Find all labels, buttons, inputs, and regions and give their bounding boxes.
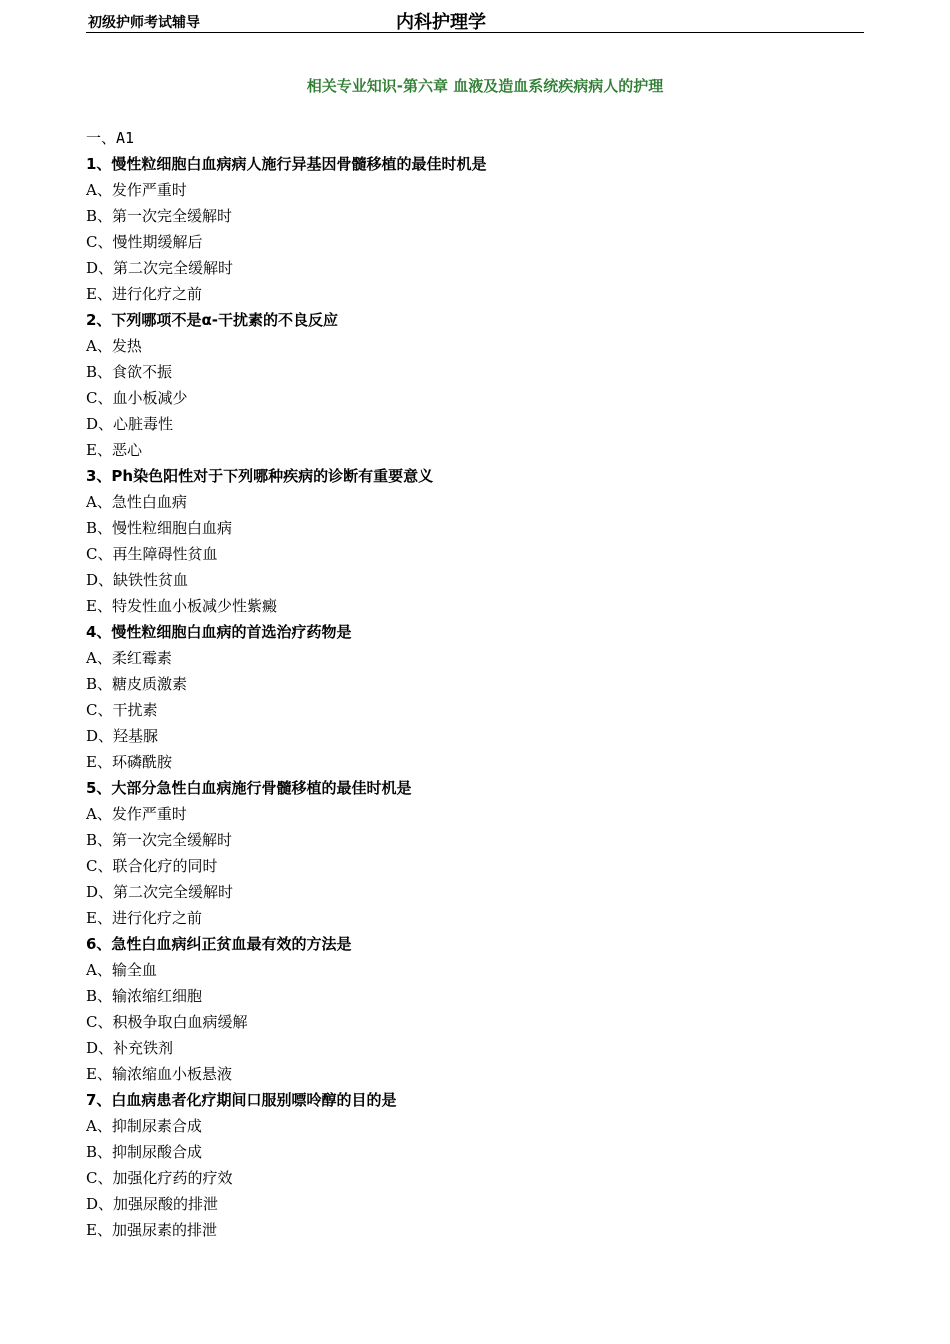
answer-option: C、加强化疗药的疗效 — [86, 1169, 233, 1187]
answer-option: E、加强尿素的排泄 — [86, 1221, 217, 1239]
answer-option: D、心脏毒性 — [86, 415, 174, 433]
answer-option: A、发作严重时 — [86, 181, 187, 199]
question-stem: 1、慢性粒细胞白血病病人施行异基因骨髓移植的最佳时机是 — [86, 155, 487, 173]
answer-option: A、发作严重时 — [86, 805, 187, 823]
answer-option: E、进行化疗之前 — [86, 285, 202, 303]
question-block — [86, 619, 886, 775]
answer-option: B、输浓缩红细胞 — [86, 987, 203, 1005]
answer-option: A、急性白血病 — [86, 493, 187, 511]
answer-option: D、第二次完全缓解时 — [86, 883, 234, 901]
question-block — [86, 775, 886, 931]
section-label: 一、A1 — [86, 129, 135, 147]
question-block — [86, 151, 886, 307]
answer-option: A、输全血 — [86, 961, 157, 979]
answer-option: B、第一次完全缓解时 — [86, 207, 233, 225]
question-stem: 3、Ph染色阳性对于下列哪种疾病的诊断有重要意义 — [86, 467, 434, 485]
question-block — [86, 307, 886, 463]
answer-option: B、糖皮质激素 — [86, 675, 188, 693]
page-header — [86, 8, 864, 33]
question-block — [86, 463, 886, 619]
answer-option: B、食欲不振 — [86, 363, 173, 381]
question-stem: 6、急性白血病纠正贫血最有效的方法是 — [86, 935, 352, 953]
question-block — [86, 931, 886, 1087]
answer-option: D、羟基脲 — [86, 727, 159, 745]
question-stem: 2、下列哪项不是α-干扰素的不良反应 — [86, 311, 338, 329]
question-list — [86, 125, 886, 1243]
answer-option: A、抑制尿素合成 — [86, 1117, 202, 1135]
answer-option: B、第一次完全缓解时 — [86, 831, 233, 849]
question-block — [86, 1087, 886, 1243]
answer-option: E、进行化疗之前 — [86, 909, 202, 927]
answer-option: E、特发性血小板减少性紫癜 — [86, 597, 277, 615]
answer-option: A、柔红霉素 — [86, 649, 172, 667]
answer-option: D、加强尿酸的排泄 — [86, 1195, 219, 1213]
answer-option: D、补充铁剂 — [86, 1039, 174, 1057]
questions-container — [86, 151, 886, 1243]
answer-option: D、第二次完全缓解时 — [86, 259, 234, 277]
question-stem: 4、慢性粒细胞白血病的首选治疗药物是 — [86, 623, 352, 641]
answer-option: E、恶心 — [86, 441, 142, 459]
answer-option: B、抑制尿酸合成 — [86, 1143, 203, 1161]
question-stem: 7、白血病患者化疗期间口服别嘌呤醇的目的是 — [86, 1091, 397, 1109]
answer-option: E、输浓缩血小板悬液 — [86, 1065, 232, 1083]
answer-option: C、再生障碍性贫血 — [86, 545, 218, 563]
answer-option: C、联合化疗的同时 — [86, 857, 218, 875]
answer-option: E、环磷酰胺 — [86, 753, 172, 771]
header-subject: 内科护理学 — [396, 12, 486, 33]
answer-option: C、干扰素 — [86, 701, 158, 719]
answer-option: C、慢性期缓解后 — [86, 233, 203, 251]
answer-option: A、发热 — [86, 337, 142, 355]
question-stem: 5、大部分急性白血病施行骨髓移植的最佳时机是 — [86, 779, 412, 797]
header-left-text: 初级护师考试辅导 — [88, 15, 200, 31]
answer-option: C、血小板减少 — [86, 389, 188, 407]
answer-option: C、积极争取白血病缓解 — [86, 1013, 248, 1031]
answer-option: B、慢性粒细胞白血病 — [86, 519, 233, 537]
answer-option: D、缺铁性贫血 — [86, 571, 189, 589]
chapter-title: 相关专业知识-第六章 血液及造血系统疾病病人的护理 — [306, 77, 664, 95]
